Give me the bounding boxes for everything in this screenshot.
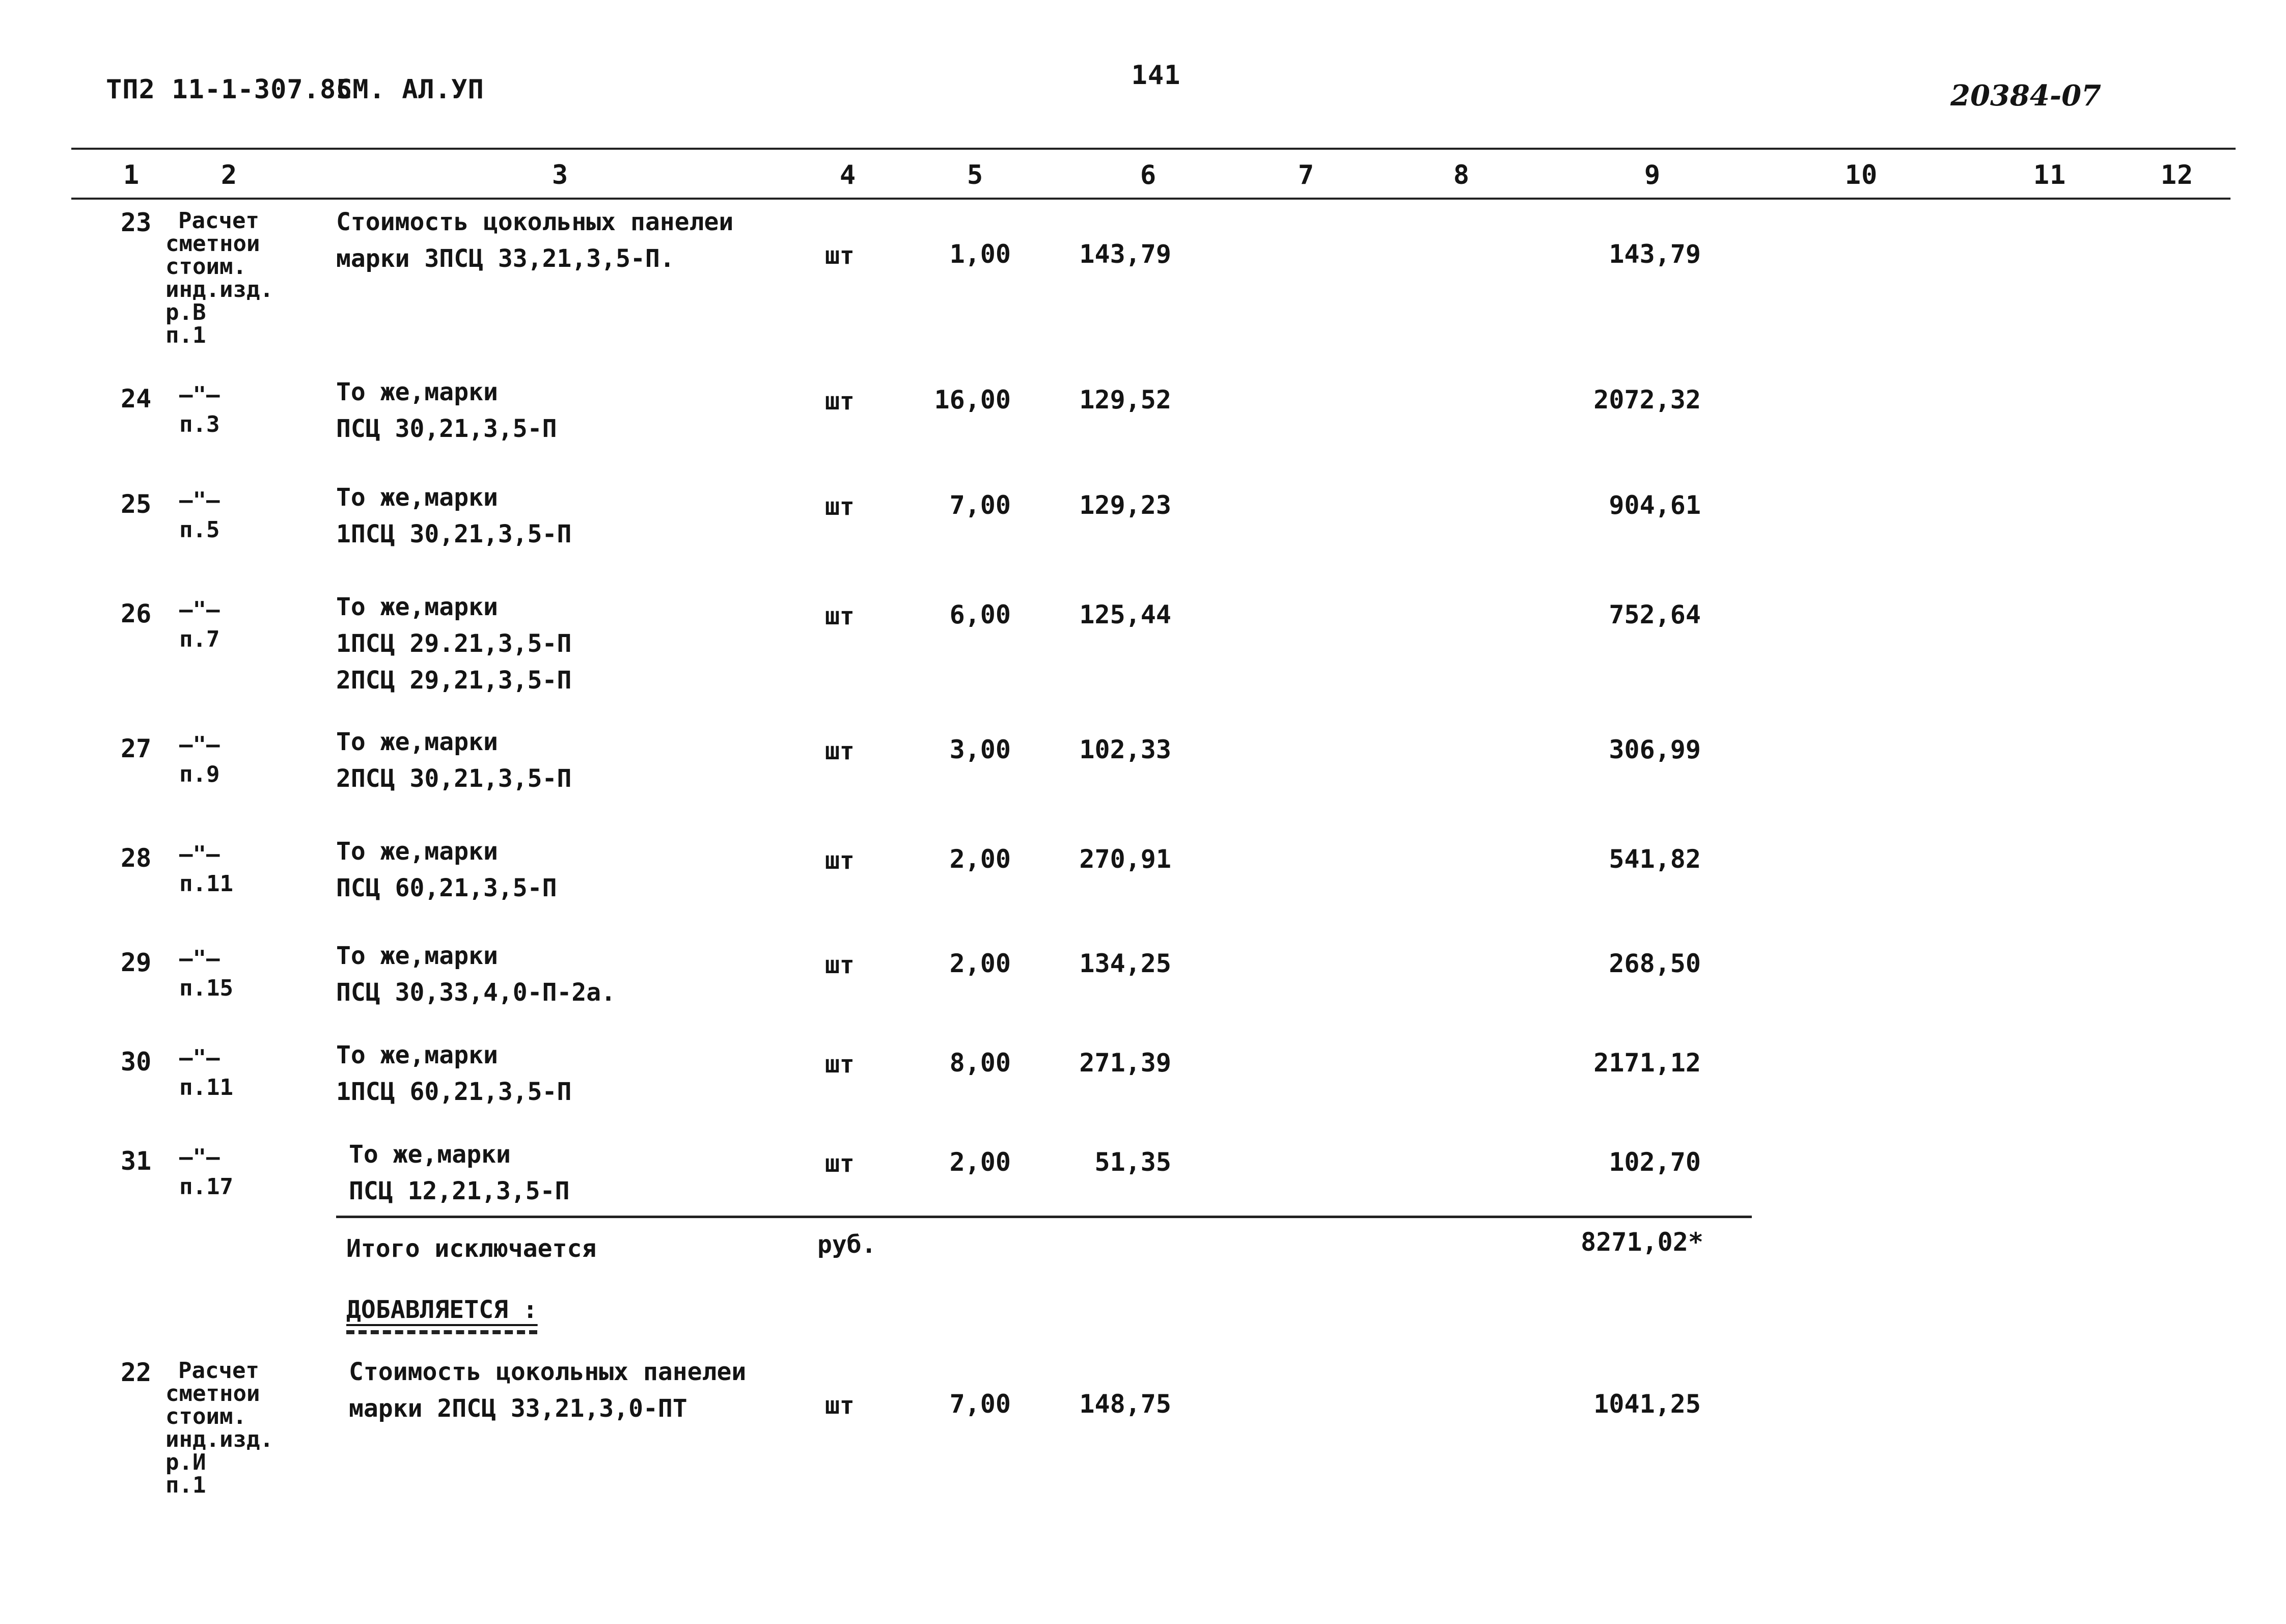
row-number: 26 <box>121 599 152 628</box>
subtotal-label: Итого исключается <box>346 1234 597 1263</box>
row-description-line: ПСЦ 60,21,3,5-П <box>336 874 557 902</box>
row-total: 102,70 <box>1609 1147 1701 1177</box>
row-reference-line: п.7 <box>179 626 220 652</box>
added-heading: ДОБАВЛЯЕТСЯ : <box>346 1296 538 1324</box>
column-header-6: 6 <box>1140 160 1157 190</box>
row-quantity: 2,00 <box>949 1147 1011 1177</box>
page-number: 141 <box>1131 60 1181 91</box>
row-total: 306,99 <box>1609 735 1701 764</box>
row-price: 270,91 <box>1079 844 1171 874</box>
row-price: 148,75 <box>1079 1389 1171 1419</box>
row-price: 51,35 <box>1094 1147 1171 1177</box>
row-unit: шт <box>825 492 855 521</box>
row-description-line: 2ПСЦ 29,21,3,5-П <box>336 666 572 695</box>
row-reference-line: инд.изд. <box>166 277 273 302</box>
column-header-4: 4 <box>839 160 857 190</box>
column-header-8: 8 <box>1453 160 1470 190</box>
row-number: 28 <box>121 843 152 873</box>
row-price: 102,33 <box>1079 735 1171 764</box>
row-reference-line: р.В <box>166 299 206 325</box>
row-description-line: 1ПСЦ 29.21,3,5-П <box>336 629 572 658</box>
row-description-line: То же,марки <box>336 378 498 406</box>
row-description-line: То же,марки <box>336 593 498 621</box>
column-header-2: 2 <box>221 160 238 190</box>
album-reference: СМ. АЛ.УП <box>336 74 484 105</box>
row-reference-line: п.17 <box>179 1174 233 1200</box>
row-description-line: Стоимость цокольных панелеи <box>349 1358 747 1386</box>
row-description-line: То же,марки <box>336 483 498 512</box>
row-description-line: ПСЦ 12,21,3,5-П <box>349 1177 570 1205</box>
subtotal-total: 8271,02* <box>1581 1227 1703 1257</box>
row-reference-line: —"— <box>179 946 220 972</box>
row-reference-line: р.И <box>166 1449 206 1475</box>
row-number: 30 <box>121 1047 152 1077</box>
row-reference-line: п.15 <box>179 975 233 1001</box>
handwritten-number: 20384-07 <box>1950 79 2101 113</box>
row-unit: шт <box>825 1050 855 1079</box>
row-quantity: 2,00 <box>949 949 1011 978</box>
row-quantity: 6,00 <box>949 600 1011 629</box>
row-number: 31 <box>121 1146 152 1176</box>
column-header-3: 3 <box>552 160 569 190</box>
row-price: 134,25 <box>1079 949 1171 978</box>
row-description-line: То же,марки <box>336 1041 498 1069</box>
row-description-line: ПСЦ 30,33,4,0-П-2а. <box>336 978 616 1007</box>
row-reference-line: п.9 <box>179 761 220 787</box>
row-price: 271,39 <box>1079 1048 1171 1078</box>
row-number: 22 <box>121 1358 152 1387</box>
column-header-10: 10 <box>1844 160 1878 190</box>
subtotal-rule <box>336 1216 1752 1218</box>
row-unit: шт <box>825 737 855 765</box>
row-reference-line: Расчет <box>178 208 259 234</box>
header-bottom-rule <box>71 198 2230 200</box>
row-description-line: То же,марки <box>336 942 498 970</box>
row-description-line: То же,марки <box>336 728 498 756</box>
row-description-line: 1ПСЦ 60,21,3,5-П <box>336 1078 572 1106</box>
row-reference-line: —"— <box>179 597 220 623</box>
row-reference-line: п.11 <box>179 1075 233 1100</box>
column-header-5: 5 <box>967 160 984 190</box>
row-description-line: Стоимость цокольных панелеи <box>336 208 734 236</box>
row-unit: шт <box>825 1149 855 1178</box>
row-reference-line: —"— <box>179 382 220 408</box>
column-header-12: 12 <box>2160 160 2194 190</box>
row-reference-line: п.1 <box>166 322 206 348</box>
row-description-line: То же,марки <box>336 837 498 866</box>
row-description-line: 1ПСЦ 30,21,3,5-П <box>336 520 572 548</box>
column-header-9: 9 <box>1644 160 1661 190</box>
row-quantity: 3,00 <box>949 735 1011 764</box>
row-price: 129,52 <box>1079 385 1171 415</box>
column-header-7: 7 <box>1298 160 1315 190</box>
row-total: 904,61 <box>1609 490 1701 520</box>
row-reference-line: —"— <box>179 841 220 867</box>
row-price: 143,79 <box>1079 239 1171 269</box>
row-unit: шт <box>825 387 855 416</box>
row-quantity: 1,00 <box>949 239 1011 269</box>
row-quantity: 2,00 <box>949 844 1011 874</box>
row-reference-line: п.11 <box>179 871 233 897</box>
row-reference-line: сметнои <box>166 1381 260 1407</box>
row-reference-line: инд.изд. <box>166 1426 273 1452</box>
row-quantity: 8,00 <box>949 1048 1011 1078</box>
row-number: 24 <box>121 384 152 414</box>
row-total: 541,82 <box>1609 844 1701 874</box>
row-unit: шт <box>825 951 855 979</box>
row-quantity: 16,00 <box>934 385 1011 415</box>
row-description-line: То же,марки <box>349 1140 511 1169</box>
row-number: 29 <box>121 948 152 977</box>
row-total: 143,79 <box>1609 239 1701 269</box>
row-quantity: 7,00 <box>949 490 1011 520</box>
row-reference-line: —"— <box>179 487 220 513</box>
row-reference-line: —"— <box>179 732 220 758</box>
column-header-1: 1 <box>123 160 140 190</box>
row-price: 125,44 <box>1079 600 1171 629</box>
row-reference-line: п.1 <box>166 1472 206 1498</box>
row-reference-line: п.3 <box>179 411 220 437</box>
row-quantity: 7,00 <box>949 1389 1011 1419</box>
row-number: 27 <box>121 734 152 763</box>
row-reference-line: сметнои <box>166 231 260 257</box>
row-reference-line: Расчет <box>178 1358 259 1384</box>
subtotal-unit: руб. <box>817 1230 876 1259</box>
row-unit: шт <box>825 1391 855 1420</box>
row-description-line: 2ПСЦ 30,21,3,5-П <box>336 764 572 793</box>
row-total: 752,64 <box>1609 600 1701 629</box>
row-description-line: ПСЦ 30,21,3,5-П <box>336 415 557 443</box>
row-total: 2072,32 <box>1593 385 1701 415</box>
row-reference-line: стоим. <box>166 1403 246 1429</box>
row-total: 2171,12 <box>1593 1048 1701 1078</box>
row-description-line: марки 2ПСЦ 33,21,3,0-ПТ <box>349 1394 687 1423</box>
row-reference-line: п.5 <box>179 517 220 543</box>
column-header-11: 11 <box>2033 160 2067 190</box>
row-total: 1041,25 <box>1593 1389 1701 1419</box>
row-number: 23 <box>121 208 152 237</box>
row-unit: шт <box>825 241 855 270</box>
row-price: 129,23 <box>1079 490 1171 520</box>
row-unit: шт <box>825 602 855 630</box>
row-reference-line: стоим. <box>166 254 246 280</box>
row-reference-line: —"— <box>179 1045 220 1071</box>
document-code: ТП2 11-1-307.85 <box>106 74 353 105</box>
row-description-line: марки 3ПСЦ 33,21,3,5-П. <box>336 244 675 273</box>
row-total: 268,50 <box>1609 949 1701 978</box>
header-top-rule <box>71 148 2236 150</box>
row-number: 25 <box>121 489 152 519</box>
added-heading-dashes <box>346 1330 537 1334</box>
row-reference-line: —"— <box>179 1144 220 1170</box>
row-unit: шт <box>825 846 855 875</box>
